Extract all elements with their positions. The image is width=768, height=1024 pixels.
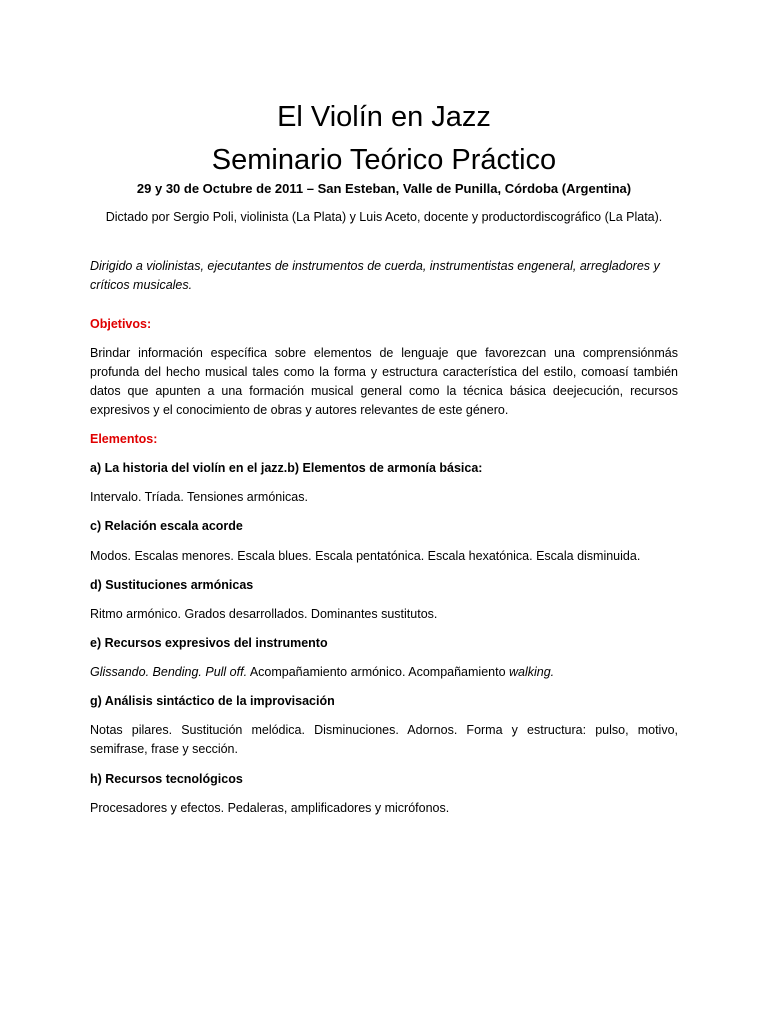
title-line-1: El Violín en Jazz: [277, 101, 491, 133]
section-e-text-italic-2: walking.: [509, 665, 555, 679]
elements-heading: Elementos:: [90, 432, 158, 446]
section-a-b-heading: a) La historia del violín en el jazz.b) Elementos de armonía básica:: [90, 461, 483, 475]
section-h-heading: h) Recursos tecnológicos: [90, 772, 243, 786]
title-line-2: Seminario Teórico Práctico: [211, 144, 557, 176]
section-g-heading: g) Análisis sintáctico de la improvisación: [90, 694, 335, 708]
audience-text: Dirigido a violinistas, ejecutantes de instrumentos de cuerda, instrumentistas engeneral, arregladores y críticos musicales.: [90, 259, 660, 292]
objectives-text: Brindar información específica sobre elementos de lenguaje que favorezcan una comprensiónmás profunda del hecho musical tales como la forma y estructura característica del estilo, comoasí también datos que apunten a una formación musical general como la técnica básica deejecución, recursos expresivos y el conocimiento de obras y autores relevantes de este género.: [90, 346, 678, 417]
section-d-heading: d) Sustituciones armónicas: [90, 578, 254, 592]
section-g-text: Notas pilares. Sustitución melódica. Disminuciones. Adornos. Forma y estructura: pulso, motivo, semifrase, frase y sección.: [90, 723, 678, 756]
section-e-text-plain: Acompañamiento armónico. Acompañamiento: [247, 665, 509, 679]
taught-by: Dictado por Sergio Poli, violinista (La Plata) y Luis Aceto, docente y productordiscográfico (La Plata).: [105, 210, 663, 224]
section-e-text-italic: Glissando. Bending. Pull off.: [90, 665, 248, 679]
section-h-text: Procesadores y efectos. Pedaleras, amplificadores y micrófonos.: [90, 801, 450, 815]
section-e-text: [90, 663, 678, 682]
date-location: 29 y 30 de Octubre de 2011 – San Esteban, Valle de Punilla, Córdoba (Argentina): [136, 181, 632, 196]
objectives-heading: Objetivos:: [90, 317, 152, 331]
section-e-heading: e) Recursos expresivos del instrumento: [90, 636, 328, 650]
section-b-text: Intervalo. Tríada. Tensiones armónicas.: [90, 490, 308, 504]
section-c-heading: c) Relación escala acorde: [90, 519, 243, 533]
section-d-text: Ritmo armónico. Grados desarrollados. Dominantes sustitutos.: [90, 607, 438, 621]
section-c-text: Modos. Escalas menores. Escala blues. Escala pentatónica. Escala hexatónica. Escala disminuida.: [90, 549, 641, 563]
